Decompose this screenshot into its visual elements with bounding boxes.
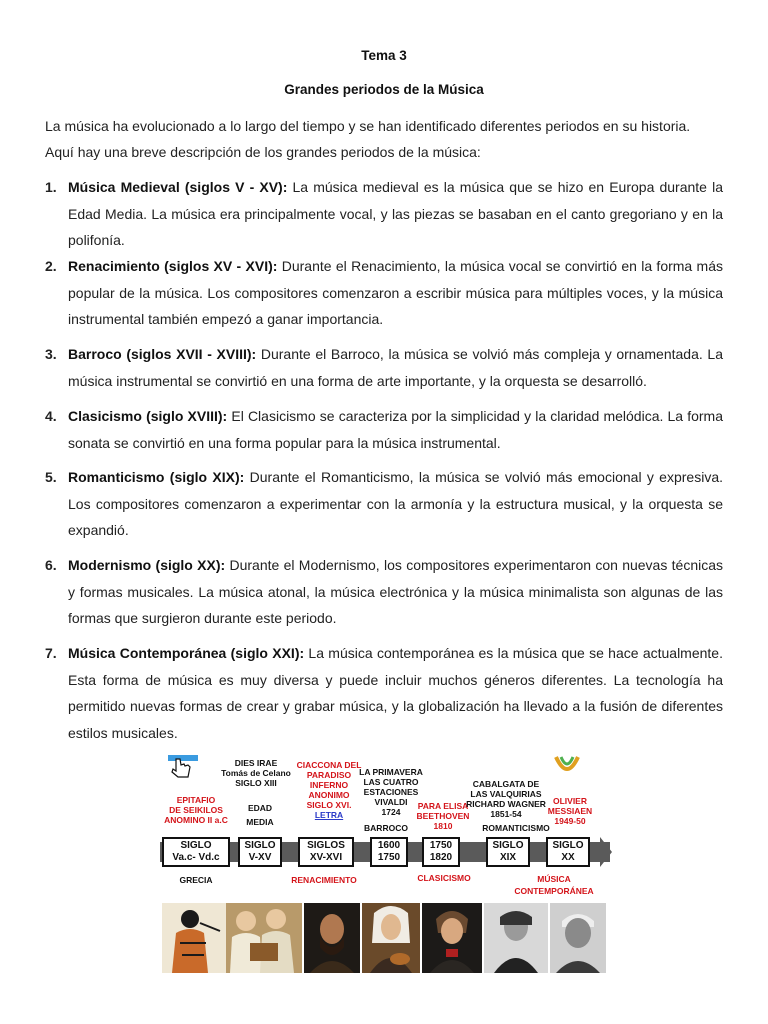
renaissance-composer-photo	[304, 903, 360, 973]
period-box-line: XIX	[499, 852, 517, 863]
period-box-line: XV-XVI	[309, 852, 343, 863]
pointer-hand-icon	[168, 755, 200, 779]
item-text: El Clasicismo se caracteriza por la simplicidad y la claridad melódica. La forma sonata se convirtió en una forma popular para la música instrumental.	[68, 408, 724, 451]
period-box	[162, 837, 230, 867]
list-item	[45, 174, 723, 254]
letra-link: LETRA	[314, 810, 344, 820]
item-number: 7.	[45, 645, 57, 661]
item-label: Romanticismo (siglo XIX):	[68, 469, 245, 485]
contemporanea-label: MÚSICA CONTEMPORÁNEA	[514, 874, 594, 896]
item-label: Renacimiento (siglos XV - XVI):	[68, 258, 278, 274]
period-box-line: XX	[561, 852, 575, 863]
topic-number: Tema 3	[361, 48, 407, 63]
item-label: Modernismo (siglo XX):	[68, 557, 226, 573]
item-text: Durante el Renacimiento, la música vocal se convirtió en la forma más popular de la música. Los compositores comenzaron a escribir música para múltiples voces, y la música instrumental también empezó a ganar importancia.	[68, 258, 723, 327]
period-box-line: 1820	[429, 852, 453, 863]
item-label: Barroco (siglos XVII - XVIII):	[68, 346, 257, 362]
item-label: Clasicismo (siglo XVIII):	[68, 408, 228, 424]
para-elisa-label: PARA ELISA BEETHOVEN 1810	[416, 801, 470, 831]
period-box-line: SIGLO	[180, 840, 212, 851]
item-label: Música Contemporánea (siglo XXI):	[68, 645, 305, 661]
ciaccona-label: CIACCONA DEL PARADISO INFERNO ANONIMO SIGLO XVI.	[296, 760, 362, 810]
item-number: 2.	[45, 258, 57, 274]
clasicismo-label: CLASICISMO	[417, 873, 471, 883]
messiaen-portrait-photo	[550, 903, 606, 973]
period-box-line: SIGLO	[492, 840, 524, 851]
vivaldi-portrait-photo	[362, 903, 420, 973]
timeline-arrow	[600, 837, 612, 867]
list-item	[45, 403, 723, 456]
period-box-line: SIGLOS	[307, 840, 345, 851]
beethoven-portrait-photo	[422, 903, 482, 973]
item-number: 1.	[45, 179, 57, 195]
item-number: 4.	[45, 408, 57, 424]
period-box	[370, 837, 408, 867]
period-box-line: SIGLO	[244, 840, 276, 851]
item-text: La música medieval es la música que se hizo en Europa durante la Edad Media. La música era principalmente vocal, y las piezas se basaban en el canto gregoriano y en la polifonía.	[68, 179, 723, 248]
period-box-line: Va.c- Vd.c	[172, 852, 220, 863]
renacimiento-label: RENACIMIENTO	[291, 875, 357, 885]
period-box-line: 1750	[377, 852, 401, 863]
item-number: 5.	[45, 469, 57, 485]
item-label: Música Medieval (siglos V - XV):	[68, 179, 288, 195]
period-box-line: V-XV	[248, 852, 272, 863]
primavera-label: LA PRIMAVERA LAS CUATRO ESTACIONES VIVALDI 1724	[359, 767, 423, 817]
list-item	[45, 640, 723, 746]
list-item	[45, 552, 723, 632]
item-text: Durante el Barroco, la música se volvió más compleja y ornamentada. La música instrumental se convirtió en una forma de arte importante, y la orquesta se desarrolló.	[68, 346, 723, 389]
period-box-line: SIGLO	[552, 840, 584, 851]
item-number: 3.	[45, 346, 57, 362]
edad-media-label: EDAD MEDIA	[246, 803, 274, 827]
period-box	[238, 837, 282, 867]
list-item	[45, 253, 723, 333]
grecia-label: GRECIA	[179, 875, 213, 885]
item-number: 6.	[45, 557, 57, 573]
medieval-monks-photo	[226, 903, 302, 973]
period-box	[298, 837, 354, 867]
epitafio-label: EPITAFIO DE SEIKILOS ANOMINO II a.C	[164, 795, 228, 825]
dies-irae-label: DIES IRAE Tomás de Celano SIGLO XIII	[221, 758, 291, 788]
intro-line-1: La música ha evolucionado a lo largo del tiempo y se han identificado diferentes periodos en su historia.	[45, 118, 691, 134]
list-item	[45, 341, 723, 394]
period-box	[422, 837, 460, 867]
page-title: Grandes periodos de la Música	[284, 82, 484, 97]
romanticismo-label: ROMANTICISMO	[482, 823, 550, 833]
wagner-portrait-photo	[484, 903, 548, 973]
messiaen-label: OLIVIER MESSIAEN 1949-50	[547, 796, 593, 826]
decorative-badge-icon	[552, 755, 582, 779]
intro-line-2: Aquí hay una breve descripción de los grandes periodos de la música:	[45, 144, 481, 160]
period-box-line: 1750	[429, 840, 453, 851]
list-item	[45, 464, 723, 544]
period-box	[546, 837, 590, 867]
period-box-line: 1600	[377, 840, 401, 851]
music-timeline-graphic	[160, 755, 610, 973]
item-text: La música contemporánea es la música que se hace actualmente. Esta forma de música es muy diversa y puede incluir muchos géneros diferentes. La tecnología ha permitido nuevas formas de crear y grabar música, y la globalización ha llevado a la fusión de diferentes estilos musicales.	[68, 645, 723, 741]
item-text: Durante el Romanticismo, la música se volvió más emocional y expresiva. Los compositores comenzaron a experimentar con la armonía y la estructura musical, y la orquesta se expandió.	[68, 469, 723, 538]
greek-musician-photo	[162, 903, 226, 973]
intro-paragraph	[45, 113, 723, 165]
item-text: Durante el Modernismo, los compositores experimentaron con nuevas técnicas y formas musicales. La música atonal, la música electrónica y la música minimalista son algunas de las formas que surgieron durante este periodo.	[68, 557, 723, 626]
barroco-label: BARROCO	[364, 823, 408, 833]
cabalgata-label: CABALGATA DE LAS VALQUIRIAS RICHARD WAGNER 1851-54	[466, 779, 546, 819]
period-box	[486, 837, 530, 867]
